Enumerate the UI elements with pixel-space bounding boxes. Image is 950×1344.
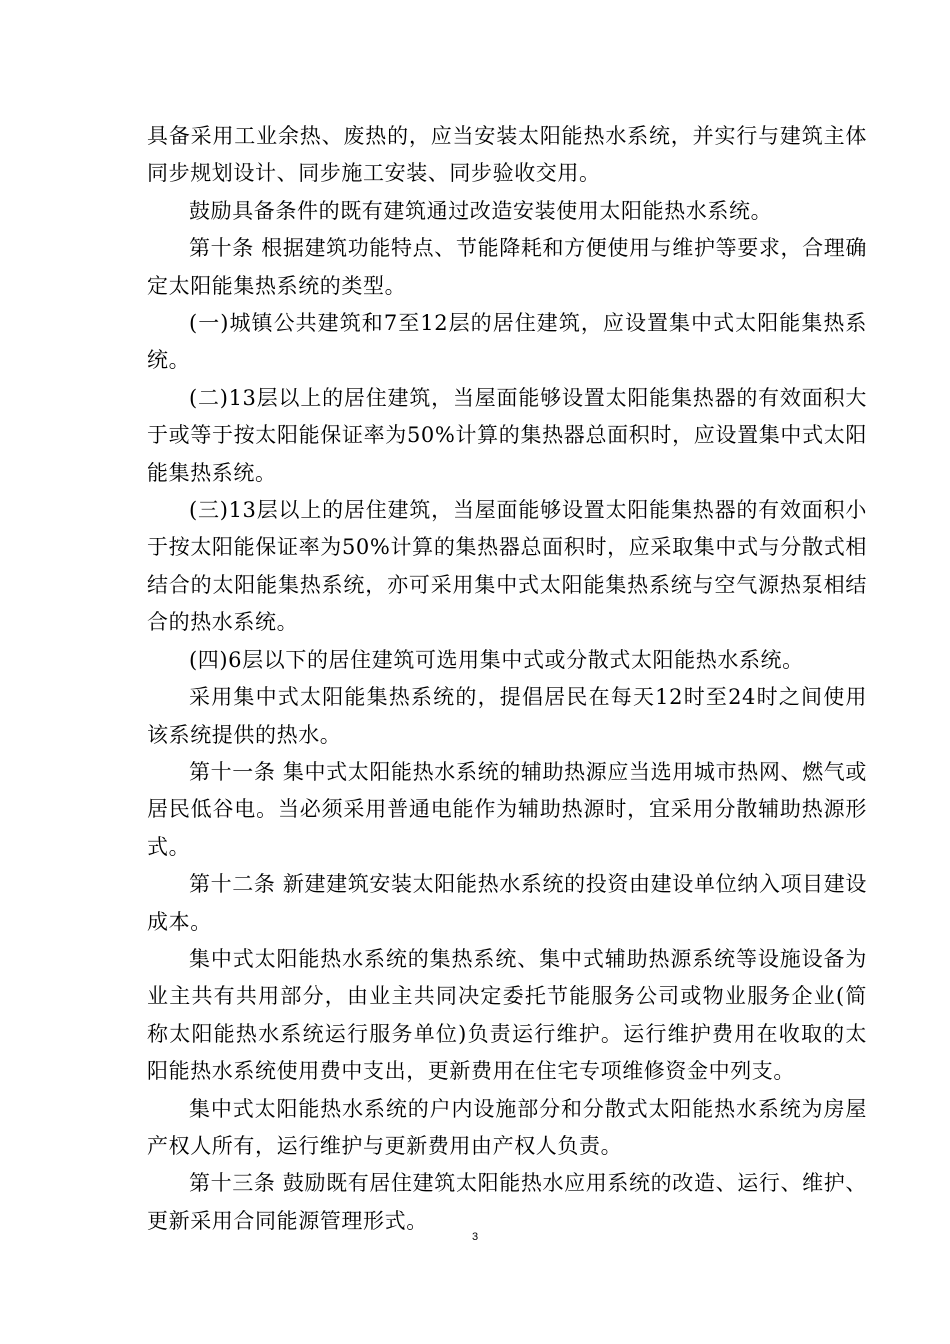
paragraph: 第十一条 集中式太阳能热水系统的辅助热源应当选用城市热网、燃气或居民低谷电。当必须采用普通电能作为辅助热源时，宜采用分散辅助热源形式。: [147, 759, 867, 859]
paragraph: (一)城镇公共建筑和7至12层的居住建筑，应设置集中式太阳能集热系统。: [147, 311, 867, 373]
paragraph: 第十二条 新建建筑安装太阳能热水系统的投资由建设单位纳入项目建设成本。: [147, 872, 867, 934]
paragraph: (四)6层以下的居住建筑可选用集中式或分散式太阳能热水系统。: [189, 647, 804, 672]
paragraph: (三)13层以上的居住建筑，当屋面能够设置太阳能集热器的有效面积小于按太阳能保证率为50%计算的集热器总面积时，应采取集中式与分散式相结合的太阳能集热系统，亦可采用集中式太阳能集热系统与空气源热泵相结合的热水系统。: [147, 498, 867, 635]
paragraph: 集中式太阳能热水系统的户内设施部分和分散式太阳能热水系统为房屋产权人所有，运行维护与更新费用由产权人负责。: [147, 1096, 867, 1158]
paragraph: 鼓励具备条件的既有建筑通过改造安装使用太阳能热水系统。: [189, 198, 773, 223]
document-body: [147, 118, 867, 1240]
paragraph: 具备采用工业余热、废热的，应当安装太阳能热水系统，并实行与建筑主体同步规划设计、同步施工安装、同步验收交用。: [147, 124, 867, 186]
page-number: 3: [471, 1231, 479, 1243]
paragraph: 采用集中式太阳能集热系统的，提倡居民在每天12时至24时之间使用该系统提供的热水。: [147, 685, 867, 747]
paragraph: (二)13层以上的居住建筑，当屋面能够设置太阳能集热器的有效面积大于或等于按太阳能保证率为50%计算的集热器总面积时，应设置集中式太阳能集热系统。: [147, 385, 867, 485]
paragraph: 第十条 根据建筑功能特点、节能降耗和方便使用与维护等要求，合理确定太阳能集热系统的类型。: [147, 236, 867, 298]
paragraph: 集中式太阳能热水系统的集热系统、集中式辅助热源系统等设施设备为业主共有共用部分，由业主共同决定委托节能服务公司或物业服务企业(简称太阳能热水系统运行服务单位)负责运行维护。运行维护费用在收取的太阳能热水系统使用费中支出，更新费用在住宅专项维修资金中列支。: [147, 946, 867, 1084]
paragraph: 第十三条 鼓励既有居住建筑太阳能热水应用系统的改造、运行、维护、更新采用合同能源管理形式。: [147, 1171, 867, 1233]
